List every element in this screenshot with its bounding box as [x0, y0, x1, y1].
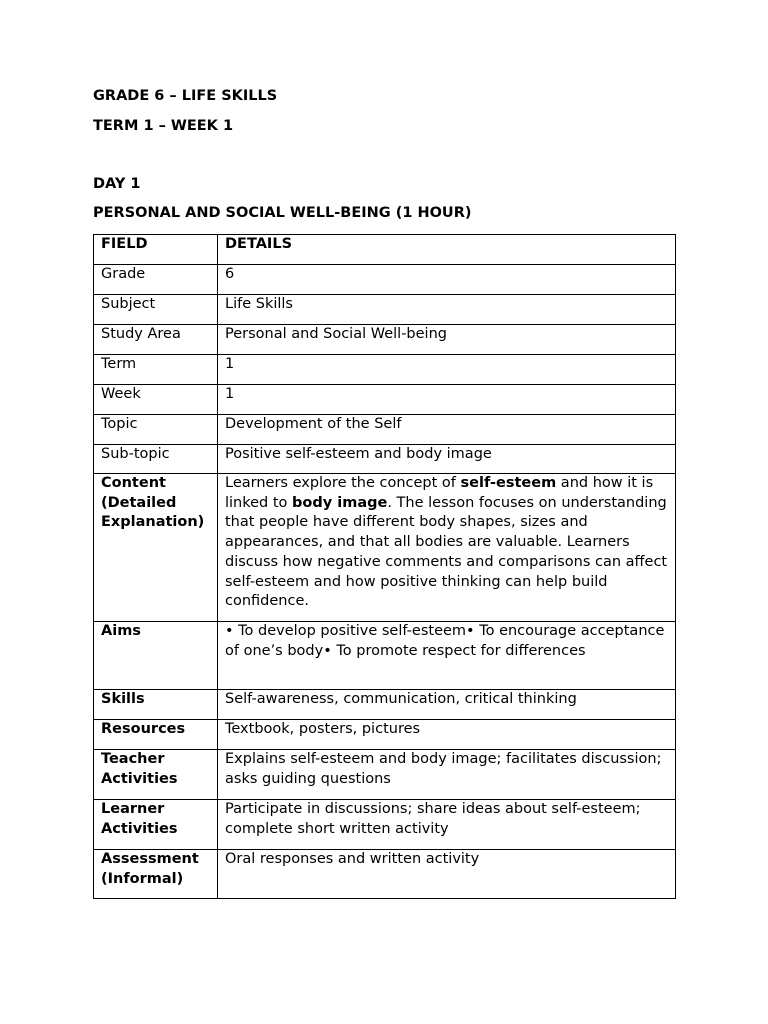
field-cell: Study Area	[94, 325, 218, 355]
details-cell: • To develop positive self-esteem• To encourage acceptance of one’s body• To promote respect for differences	[218, 622, 676, 690]
content-text: Learners explore the concept of	[225, 475, 461, 491]
table-header-row	[94, 235, 676, 265]
table-row	[94, 800, 676, 850]
table-row	[94, 445, 676, 474]
table-row	[94, 474, 676, 622]
details-cell: 6	[218, 265, 676, 295]
content-text: . The lesson focuses on understanding that people have different body shapes, sizes and appearances, and that all bodies are valuable. Learners discuss how negative comments and comparisons can affect self-esteem and how positive thinking can help build confidence.	[225, 494, 668, 610]
field-cell: Aims	[94, 622, 218, 690]
details-cell: 1	[218, 355, 676, 385]
field-cell: Learner Activities	[94, 800, 218, 850]
field-cell: Sub-topic	[94, 445, 218, 474]
field-cell: Subject	[94, 295, 218, 325]
table-row	[94, 750, 676, 800]
details-cell: Participate in discussions; share ideas about self-esteem; complete short written activity	[218, 800, 676, 850]
content-text-bold: self-esteem	[460, 475, 557, 491]
content-text-bold: body image	[292, 494, 388, 511]
table-row	[94, 385, 676, 415]
column-header-field: FIELD	[94, 235, 218, 265]
table-row	[94, 720, 676, 750]
details-cell: Life Skills	[218, 295, 676, 325]
field-cell: Topic	[94, 415, 218, 445]
details-cell: Development of the Self	[218, 415, 676, 445]
term-week-heading: TERM 1 – WEEK 1	[93, 118, 234, 134]
document-title: GRADE 6 – LIFE SKILLS	[93, 88, 278, 104]
day-heading: DAY 1	[93, 176, 141, 192]
field-cell: Grade	[94, 265, 218, 295]
column-header-details: DETAILS	[218, 235, 676, 265]
table-row	[94, 355, 676, 385]
table-row	[94, 295, 676, 325]
details-cell: 1	[218, 385, 676, 415]
lesson-plan-table	[93, 234, 676, 899]
field-cell: Skills	[94, 690, 218, 720]
details-cell	[218, 474, 676, 622]
table-row	[94, 265, 676, 295]
field-cell: Resources	[94, 720, 218, 750]
field-cell: Week	[94, 385, 218, 415]
table-row	[94, 325, 676, 355]
table-row	[94, 690, 676, 720]
table-row	[94, 622, 676, 690]
details-cell: Personal and Social Well-being	[218, 325, 676, 355]
field-cell: Term	[94, 355, 218, 385]
details-cell: Oral responses and written activity	[218, 850, 676, 899]
field-cell: Assessment (Informal)	[94, 850, 218, 899]
content-text: and how it is linked to	[225, 475, 654, 511]
table-row	[94, 415, 676, 445]
details-cell: Self-awareness, communication, critical thinking	[218, 690, 676, 720]
section-heading: PERSONAL AND SOCIAL WELL-BEING (1 HOUR)	[93, 205, 472, 221]
table-row	[94, 850, 676, 899]
details-cell: Textbook, posters, pictures	[218, 720, 676, 750]
details-cell: Positive self-esteem and body image	[218, 445, 676, 474]
field-cell: Content (Detailed Explanation)	[94, 474, 218, 622]
field-cell: Teacher Activities	[94, 750, 218, 800]
details-cell: Explains self-esteem and body image; facilitates discussion; asks guiding questions	[218, 750, 676, 800]
